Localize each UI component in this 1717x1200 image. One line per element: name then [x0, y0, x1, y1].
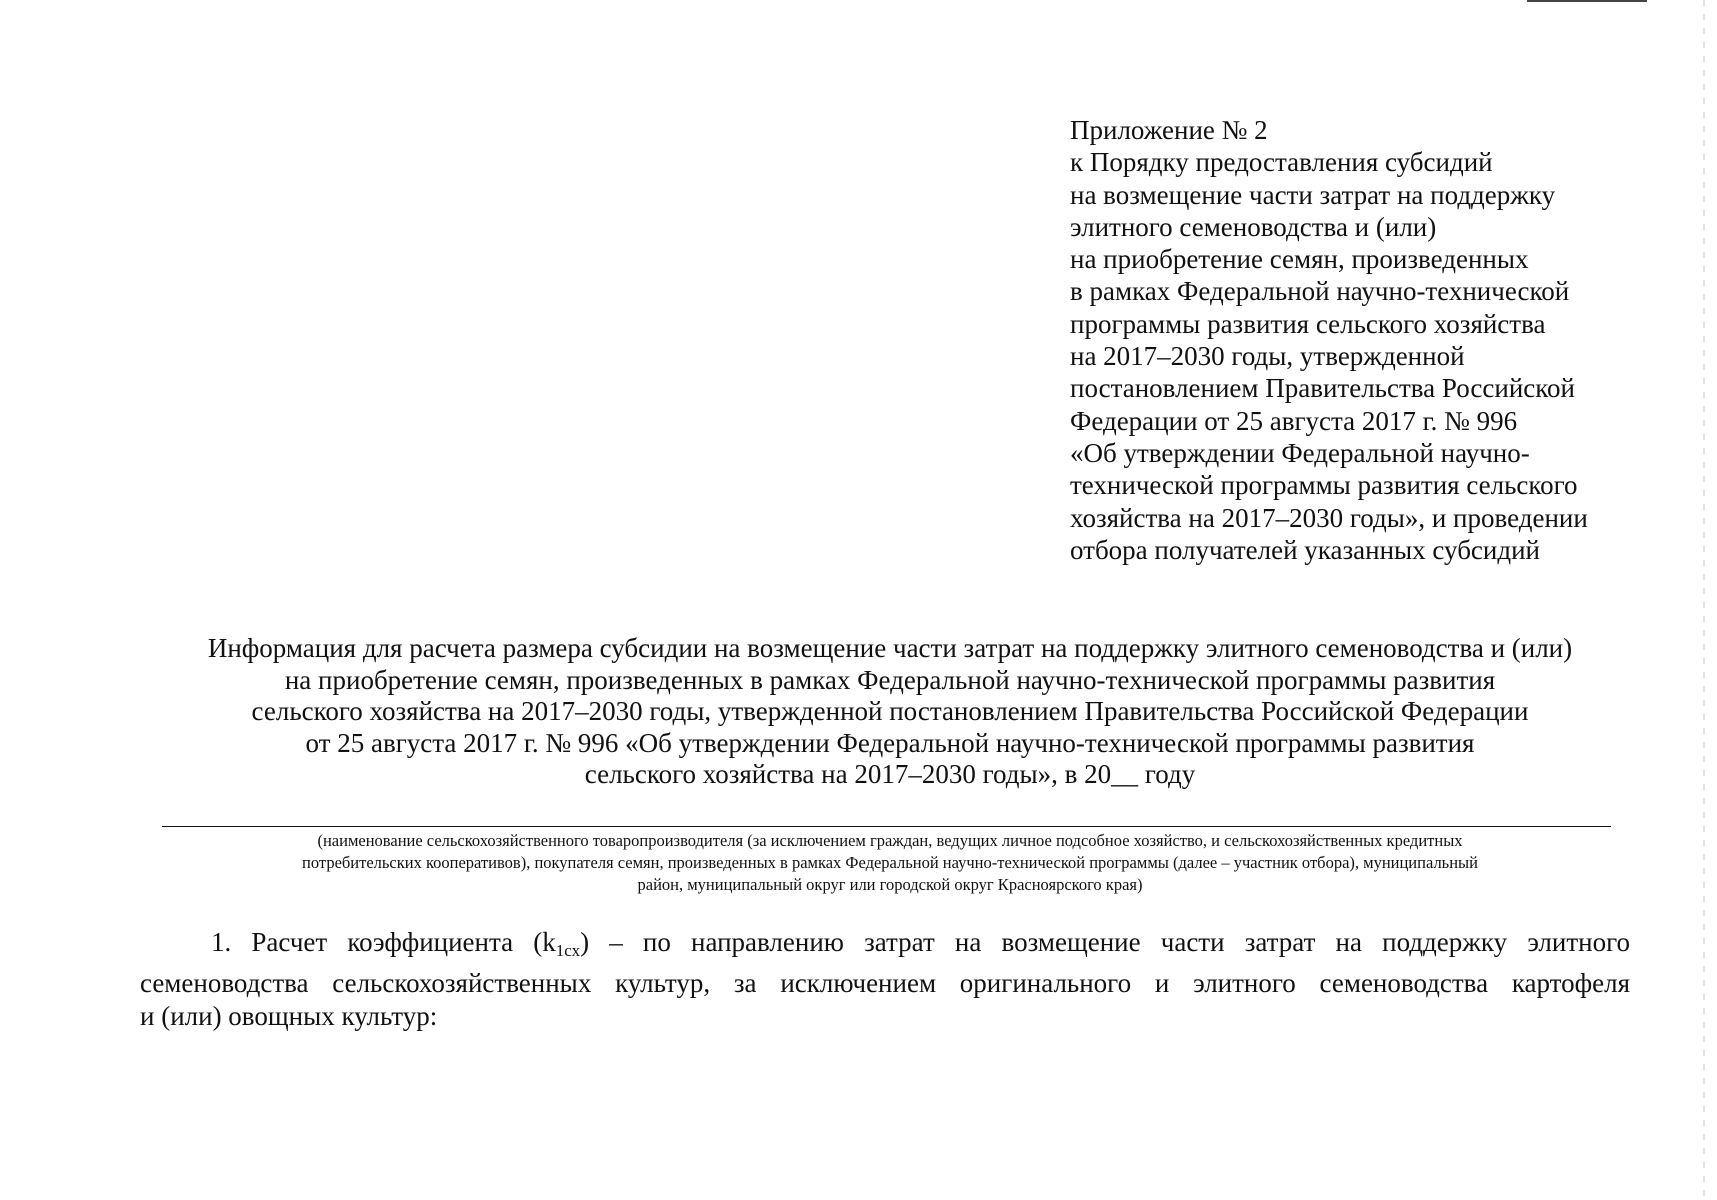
paragraph-text: 1. Расчет коэффициента (k1сх) – по направлению затрат на возмещение части затрат на поддержку элитного: [211, 926, 1630, 967]
coefficient-subscript: 1сх: [555, 941, 581, 960]
paragraph-text: семеноводства сельскохозяйственных культур, за исключением оригинального и элитного семеноводства картофеля: [140, 968, 1630, 998]
caption-line: потребительских кооперативов), покупателя семян, произведенных в рамках Федеральной научно-технической программы (далее – участник отбора), муниципальный: [302, 853, 1478, 872]
scan-edge: [1703, 0, 1705, 1200]
appendix-line: «Об утверждении Федеральной научно-: [1070, 437, 1530, 468]
appendix-line: технической программы развития сельского: [1070, 470, 1578, 501]
name-fill-line: [162, 826, 1611, 827]
paragraph-line: [140, 967, 1630, 1000]
caption-line: район, муниципальный округ или городской округ Красноярского края): [637, 875, 1143, 894]
appendix-line: в рамках Федеральной научно-технической: [1070, 276, 1570, 307]
appendix-line: на приобретение семян, произведенных: [1070, 244, 1529, 275]
heading-line: на приобретение семян, произведенных в рамках Федеральной научно-технической программы развития: [284, 664, 1496, 695]
paragraph-text: и (или) овощных культур:: [140, 1001, 438, 1031]
appendix-line: Федерации от 25 августа 2017 г. № 996: [1070, 405, 1518, 436]
appendix-line: хозяйства на 2017–2030 годы», и проведении: [1070, 502, 1588, 533]
paragraph-1: [140, 926, 1630, 1033]
appendix-line: Приложение № 2: [1070, 115, 1268, 145]
appendix-line: постановлением Правительства Российской: [1070, 373, 1575, 404]
appendix-line: программы развития сельского хозяйства: [1070, 308, 1546, 339]
appendix-line: отбора получателей указанных субсидий: [1070, 534, 1540, 565]
heading-line: сельского хозяйства на 2017–2030 годы, утвержденной постановлением Правительства Российской Федерации: [251, 696, 1529, 726]
top-rule: [1527, 0, 1647, 2]
appendix-block: [1070, 114, 1670, 566]
name-caption: [150, 830, 1630, 896]
appendix-line: к Порядку предоставления субсидий: [1070, 147, 1493, 178]
heading-line: Информация для расчета размера субсидии на возмещение части затрат на поддержку элитного семеноводства и (или): [207, 633, 1573, 663]
heading-line: от 25 августа 2017 г. № 996 «Об утверждении Федеральной научно-технической программы развития: [305, 727, 1475, 758]
caption-line: (наименование сельскохозяйственного товаропроизводителя (за исключением граждан, ведущих личное подсобное хозяйство, и сельскохозяйственных кредитных: [317, 831, 1463, 850]
document-heading: [150, 633, 1630, 791]
paragraph-line: [140, 1000, 1630, 1033]
appendix-line: на 2017–2030 годы, утвержденной: [1070, 341, 1465, 372]
heading-line: сельского хозяйства на 2017–2030 годы», в 20__ году: [584, 759, 1196, 789]
paragraph-line: [140, 926, 1630, 967]
appendix-line: элитного семеноводства и (или): [1070, 211, 1437, 242]
appendix-line: на возмещение части затрат на поддержку: [1070, 179, 1556, 210]
